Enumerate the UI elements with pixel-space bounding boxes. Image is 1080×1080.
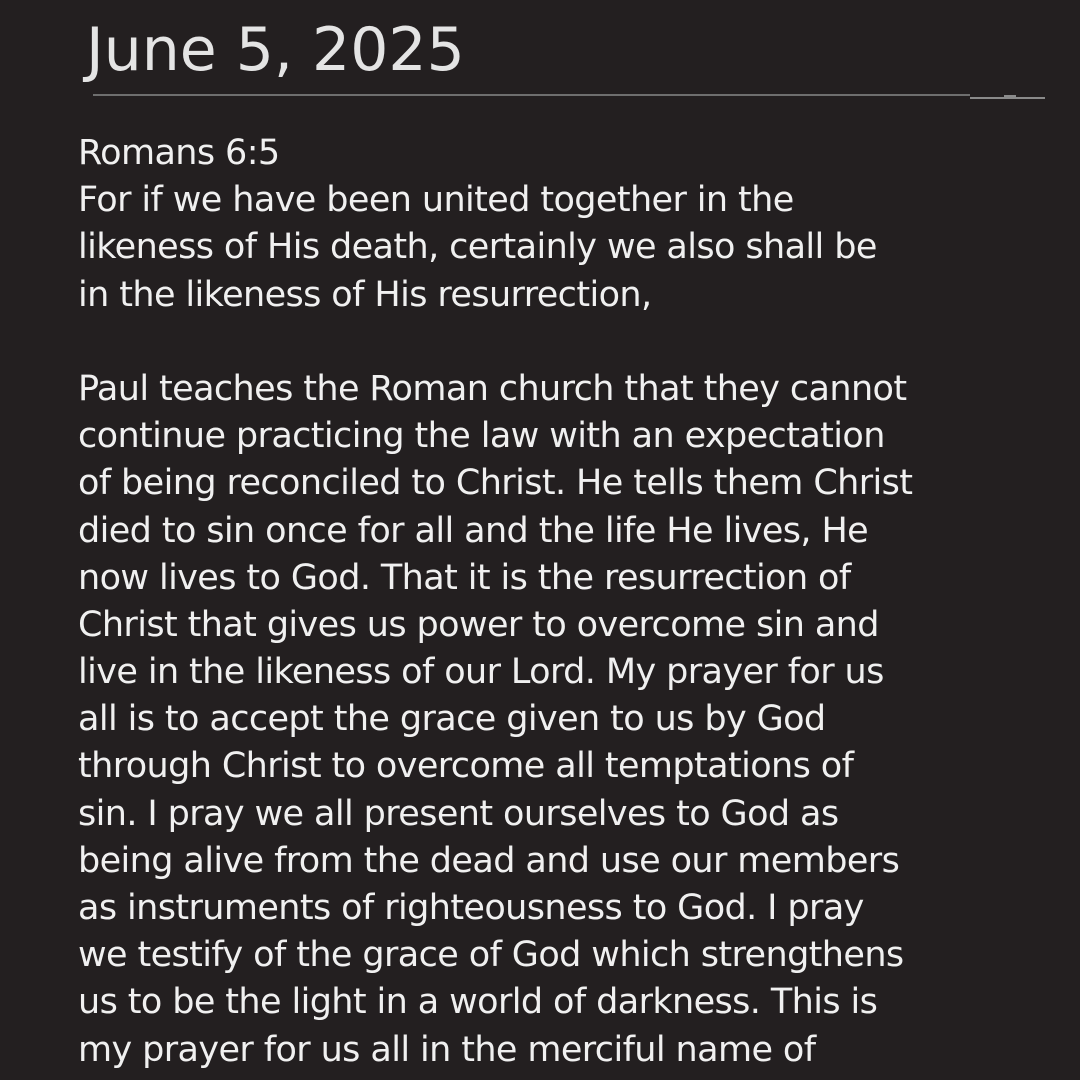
note-body[interactable] <box>78 130 1058 1074</box>
reflection-line: Christ that gives us power to overcome sin and <box>78 604 879 645</box>
reflection-line: of being reconciled to Christ. He tells them Christ <box>78 463 913 504</box>
reflection-line: being alive from the dead and use our members <box>78 840 900 881</box>
verse-text-line: likeness of His death, certainly we also shall be <box>78 227 877 268</box>
reflection-line: my prayer for us all in the merciful name of <box>78 1029 816 1070</box>
reflection-line: as instruments of righteousness to God. I pray <box>78 888 864 928</box>
title-divider-tail <box>970 97 1045 99</box>
reflection-line: we testify of the grace of God which strengthens <box>78 935 904 976</box>
note-title: June 5, 2025 <box>86 15 465 85</box>
title-divider-tick <box>1004 95 1016 97</box>
reflection-line: sin. I pray we all present ourselves to God as <box>78 793 839 834</box>
verse-text-line: For if we have been united together in the <box>78 180 794 221</box>
reflection-line: continue practicing the law with an expectation <box>78 416 885 457</box>
reflection-line: now lives to God. That it is the resurrection of <box>78 557 851 598</box>
reflection-line: Paul teaches the Roman church that they cannot <box>78 368 907 409</box>
reflection-line: live in the likeness of our Lord. My prayer for us <box>78 652 884 693</box>
reflection-line: all is to accept the grace given to us by God <box>78 699 826 740</box>
reflection-line: through Christ to overcome all temptations of <box>78 746 854 787</box>
reflection-line: us to be the light in a world of darkness. This is <box>78 982 878 1023</box>
reflection-line: died to sin once for all and the life He lives, He <box>78 510 869 551</box>
paragraph-spacer <box>78 319 1058 366</box>
verse-text-line: in the likeness of His resurrection, <box>78 274 652 315</box>
title-divider <box>93 94 970 96</box>
verse-reference: Romans 6:5 <box>78 133 280 173</box>
